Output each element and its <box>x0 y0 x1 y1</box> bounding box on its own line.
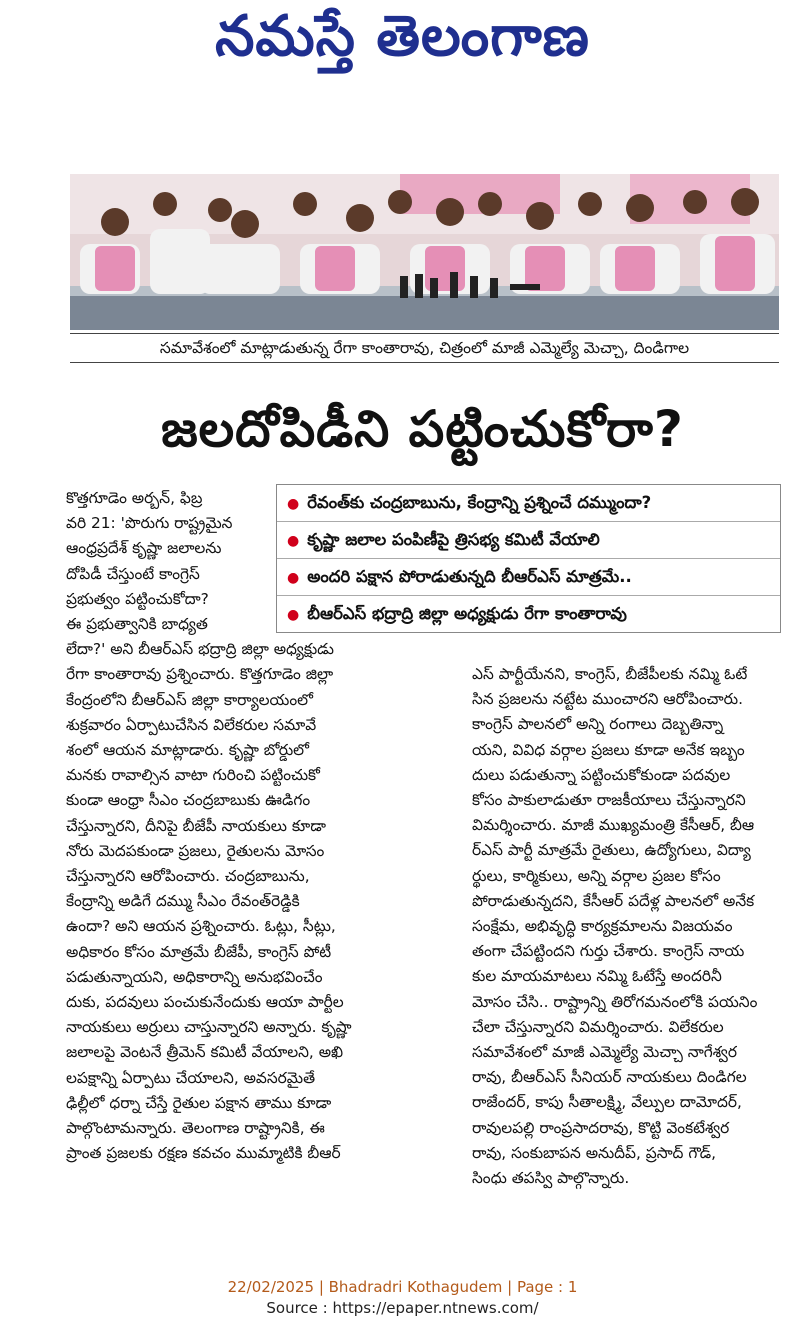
body-line: అధికారం కోసం మాత్రమే బీజేపీ, కాంగ్రెస్ పోటీ <box>66 942 332 961</box>
body-line: రావులపల్లి రాంప్రసాదరావు, కొట్టి వెంకటేశ్వర <box>472 1118 730 1137</box>
body-line: రావు, సంకుబాపన అనుదీప్, ప్రసాద్ గౌడ్, <box>472 1143 717 1162</box>
highlight-item <box>277 522 780 559</box>
body-line: రేగా కాంతారావు ప్రశ్నించారు. కొత్తగూడెం జిల్లా <box>66 665 334 684</box>
body-line: చేస్తున్నారని, దీనిపై బీజేపీ నాయకులు కూడా <box>66 816 326 835</box>
article-column-2 <box>472 662 779 1191</box>
highlight-item <box>277 559 780 596</box>
body-line: ర్థులు, కార్మికులు, అన్ని వర్గాల ప్రజల కోసం <box>472 866 721 885</box>
highlight-text: కృష్ణా జలాల పంపిణీపై త్రిసభ్య కమిటీ వేయాలి <box>307 530 600 549</box>
body-line: కుండా ఆంధ్రా సీఎం చంద్రబాబుకు ఊడిగం <box>66 791 311 810</box>
bullet-icon: ● <box>287 570 300 586</box>
body-line: ర్‌ఎస్ పార్టీ మాత్రమే రైతులు, ఉద్యోగులు, విద్యా <box>472 841 751 860</box>
body-line: ఎస్ పార్టీయేనని, కాంగ్రెస్, బీజేపీలకు నమ్మి ఓటే <box>472 665 748 683</box>
body-line: పాల్గొంటామన్నారు. తెలంగాణ రాష్ట్రానికి, ఈ <box>66 1119 325 1138</box>
body-line: నోరు మెదపకుండా ప్రజలు, రైతులను మోసం <box>66 841 325 860</box>
body-line: వరి 21: 'పొరుగు రాష్ట్రమైన <box>66 514 233 533</box>
body-line: మోసం చేసి.. రాష్ట్రాన్ని తిరోగమనంలోకి పయనిం <box>472 992 758 1011</box>
body-line: సిన ప్రజలను నట్టేట ముంచారని ఆరోపించారు. <box>472 690 744 709</box>
body-line: ఈ ప్రభుత్వానికి బాధ్యత <box>66 615 208 634</box>
body-line: కాంగ్రెస్ పాలనలో అన్ని రంగాలు దెబ్బతిన్నా <box>472 715 724 734</box>
body-line: దులు పడుతున్నా పట్టించుకోకుండా పదవుల <box>472 765 731 784</box>
body-line: విమర్శించారు. మాజీ ముఖ్యమంత్రి కేసీఆర్, బీఆ <box>472 816 755 835</box>
body-line: తంగా చేపట్టిందని గుర్తు చేశారు. కాంగ్రెస్ నాయ <box>472 942 745 961</box>
body-line: ఆంధ్రప్రదేశ్ కృష్ణా జలాలను <box>66 539 222 558</box>
highlight-text: రేవంత్‌కు చంద్రబాబును, కేంద్రాన్ని ప్రశ్నించే దమ్ముందా? <box>307 493 652 512</box>
body-line: ప్రభుత్వం పట్టించుకోదా? <box>66 589 209 608</box>
press-meet-photo-illustration <box>70 174 779 330</box>
highlight-item <box>277 485 780 522</box>
body-line: శుక్రవారం ఏర్పాటుచేసిన విలేకరుల సమావే <box>66 715 317 734</box>
highlight-text: అందరి పక్షాన పోరాడుతున్నది బీఆర్‌ఎస్ మాత్రమే.. <box>307 567 632 586</box>
highlight-item <box>277 596 780 632</box>
body-line: దోపిడీ చేస్తుంటే కాంగ్రెస్ <box>66 564 200 583</box>
body-line: ఢిల్లీలో ధర్నా చేస్తే రైతుల పక్షాన తాము కూడా <box>66 1093 332 1112</box>
body-line: రాజేందర్, కాపు సీతాలక్ష్మి, వేల్పుల దామోదర్, <box>472 1093 742 1112</box>
footer-date-line: 22/02/2025 | Bhadradri Kothagudem | Page : 1 <box>227 1278 578 1296</box>
body-line: నాయకులు అర్రులు చాస్తున్నారని అన్నారు. కృష్ణా <box>66 1018 352 1037</box>
body-line: పడుతున్నాయని, అధికారాన్ని అనుభవించేం <box>66 967 323 986</box>
bullet-icon: ● <box>287 496 300 512</box>
body-line: ప్రాంత ప్రజలకు రక్షణ కవచం ముమ్మాటికి బీఆర్ <box>66 1144 341 1163</box>
article-lead-column <box>66 486 334 662</box>
body-line: మనకు రావాల్సిన వాటా గురించి పట్టించుకో <box>66 766 320 785</box>
footer-source-line: Source : https://epaper.ntnews.com/ <box>266 1299 539 1317</box>
body-line: కేంద్రాన్ని అడిగే దమ్ము సీఎం రేవంత్‌రెడ్డికి <box>66 892 300 911</box>
body-line: లేదా?' అని బీఆర్‌ఎస్ భద్రాద్రి జిల్లా అధ్యక్షుడు <box>66 640 334 659</box>
body-line: రావు, బీఆర్‌ఎస్ సీనియర్ నాయకులు దిండిగల <box>472 1068 747 1087</box>
body-line: సింధు తపస్వి పాల్గొన్నారు. <box>472 1169 630 1188</box>
body-line: శంలో ఆయన మాట్లాడారు. కృష్ణా బోర్డులో <box>66 741 310 759</box>
body-line: సమావేశంలో మాజీ ఎమ్మెల్యే మెచ్చా నాగేశ్వర <box>472 1043 737 1062</box>
body-line: జలాలపై వెంటనే త్రీమెన్ కమిటీ వేయాలని, అఖి <box>66 1043 344 1062</box>
body-line: కేంద్రంలోని బీఆర్‌ఎస్ జిల్లా కార్యాలయంలో <box>66 690 313 709</box>
body-line: యని, వివిధ వర్గాల ప్రజలు కూడా అనేక ఇబ్బం <box>472 740 745 759</box>
body-line: సంక్షేమ, అభివృద్ధి కార్యక్రమాలను విజయవం <box>472 917 733 936</box>
bullet-icon: ● <box>287 533 300 549</box>
body-line: కొత్తగూడెం అర్బన్, ఫిబ్ర <box>66 489 203 507</box>
article-headline: జలదోపిడీని పట్టించుకోరా? <box>161 400 684 458</box>
body-line: ఉందా? అని ఆయన ప్రశ్నించారు. ఓట్లు, సీట్లు, <box>66 917 336 936</box>
bullet-icon: ● <box>287 607 300 623</box>
article-column-1 <box>66 662 464 1166</box>
press-meet-photo <box>70 174 779 330</box>
body-line: కుల మాయమాటలు నమ్మి ఓటేస్తే అందరినీ <box>472 967 722 986</box>
newspaper-masthead: నమస్తే తెలంగాణ <box>215 4 590 69</box>
body-line: చేస్తున్నారని ఆరోపించారు. చంద్రబాబును, <box>66 867 310 886</box>
body-line: లపక్షాన్ని ఏర్పాటు చేయాలని, అవసరమైతే <box>66 1068 316 1087</box>
highlight-text: బీఆర్‌ఎస్ భద్రాద్రి జిల్లా అధ్యక్షుడు రేగా కాంతారావు <box>307 604 627 623</box>
body-line: దుకు, పదవులు పంచుకునేందుకు ఆయా పార్టీల <box>66 993 344 1012</box>
body-line: పోరాడుతున్నదని, కేసీఆర్ పదేళ్ల పాలనలో అనేక <box>472 891 755 910</box>
body-line: కోసం పాకులాడుతూ రాజకీయాలు చేస్తున్నారని <box>472 791 746 810</box>
body-line: చేలా చేస్తున్నారని విమర్శించారు. విలేకరుల <box>472 1017 724 1036</box>
highlights-box <box>276 484 781 633</box>
photo-caption: సమావేశంలో మాట్లాడుతున్న రేగా కాంతారావు, చిత్రంలో మాజీ ఎమ్మెల్యే మెచ్చా, దిండిగాల <box>70 333 779 363</box>
